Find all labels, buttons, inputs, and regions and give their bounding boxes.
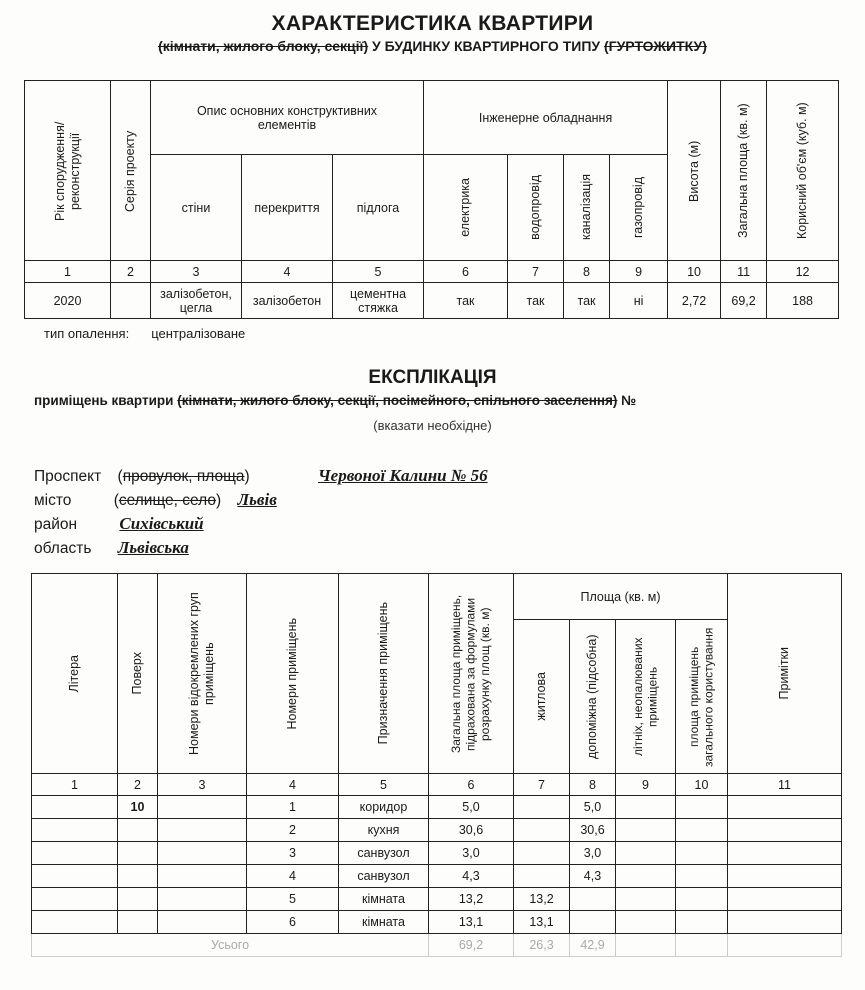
- room-living: [514, 842, 570, 865]
- group-engineering-header: Інженерне обладнання: [424, 81, 668, 155]
- total-aux: 42,9: [570, 934, 616, 957]
- height-value: 2,72: [668, 283, 721, 319]
- col-num: 4: [247, 774, 339, 796]
- total-living: 26,3: [514, 934, 570, 957]
- street-value: Червоної Калини № 56: [317, 466, 488, 485]
- col-groups-header: Номери відокремлених груп приміщень: [158, 574, 247, 774]
- rooms-table: [31, 573, 842, 957]
- total-total: 69,2: [429, 934, 514, 957]
- total-label: Усього: [32, 934, 429, 957]
- room-total: 13,1: [429, 911, 514, 934]
- address-district-line: [34, 514, 204, 534]
- volume-value: 188: [767, 283, 839, 319]
- col-num: 3: [151, 261, 242, 283]
- address-avenue-line: Проспект (провулок, площа) Червоної Калини № 56: [34, 466, 488, 485]
- col-electric-header: електрика: [424, 155, 508, 261]
- col-num: 7: [514, 774, 570, 796]
- room-number: 4: [247, 865, 339, 888]
- explication-title: ЕКСПЛІКАЦІЯ: [368, 367, 497, 388]
- column-number-row: [25, 261, 839, 283]
- col-num: 5: [333, 261, 424, 283]
- series-value: [111, 283, 151, 319]
- col-gas-header: газопровід: [610, 155, 668, 261]
- subtitle-struck-part: (кімнати, жилого блоку, секції): [158, 38, 369, 54]
- explication-hint: (вказати необхідне): [373, 418, 492, 433]
- col-num: 11: [721, 261, 767, 283]
- gas-value: ні: [610, 283, 668, 319]
- avenue-label: Проспект: [34, 468, 102, 485]
- col-floor-header: Поверх: [118, 574, 158, 774]
- col-purpose-header: Призначення приміщень: [339, 574, 429, 774]
- col-num: 7: [508, 261, 564, 283]
- room-aux: 4,3: [570, 865, 616, 888]
- col-num: 10: [676, 774, 728, 796]
- col-num: 9: [616, 774, 676, 796]
- col-num: 2: [118, 774, 158, 796]
- table-row: [32, 842, 842, 865]
- floor-number: 10: [118, 796, 158, 819]
- col-summer-header: літніх, неопалюваних приміщень: [616, 620, 676, 774]
- room-total: 5,0: [429, 796, 514, 819]
- room-number: 2: [247, 819, 339, 842]
- district-label: район: [34, 516, 78, 533]
- explication-subtitle-no: №: [617, 393, 637, 408]
- room-aux: [570, 888, 616, 911]
- col-num: 12: [767, 261, 839, 283]
- walls-value: залізобетон, цегла: [151, 283, 242, 319]
- total-area-value: 69,2: [721, 283, 767, 319]
- city-label: місто: [34, 492, 72, 509]
- room-number: 6: [247, 911, 339, 934]
- district-value: Сихівський: [119, 514, 204, 533]
- col-total-header: Загальна площа приміщень, підрахована за формулами розрахунку площ (кв. м): [429, 574, 514, 774]
- col-num: 6: [424, 261, 508, 283]
- address-region-line: [34, 538, 189, 558]
- address-city-line: місто (селище, село) Львів: [34, 490, 277, 509]
- room-total: 30,6: [429, 819, 514, 842]
- col-num: 11: [728, 774, 842, 796]
- explication-subtitle-struck: (кімнати, жилого блоку, секції, посімейного, спільного заселення): [177, 393, 618, 408]
- col-num: 8: [570, 774, 616, 796]
- col-water-header: водопровід: [508, 155, 564, 261]
- col-volume-header: Корисний об'єм (куб. м): [767, 81, 839, 261]
- table-row: [32, 819, 842, 842]
- col-num: 10: [668, 261, 721, 283]
- room-aux: 5,0: [570, 796, 616, 819]
- room-total: 3,0: [429, 842, 514, 865]
- col-series-header: Серія проекту: [111, 81, 151, 261]
- col-year-header: Рік спорудження/ реконструкції: [25, 81, 111, 261]
- avenue-struck: провулок, площа: [122, 468, 245, 485]
- heating-type: [44, 326, 245, 341]
- room-purpose: кімната: [339, 888, 429, 911]
- room-number: 3: [247, 842, 339, 865]
- heating-label: тип опалення:: [44, 326, 130, 341]
- total-row: [32, 934, 842, 957]
- col-height-header: Висота (м): [668, 81, 721, 261]
- col-num: 1: [32, 774, 118, 796]
- electric-value: так: [424, 283, 508, 319]
- room-purpose: коридор: [339, 796, 429, 819]
- subtitle-struck-part-2: (ГУРТОЖИТКУ): [603, 38, 707, 54]
- table-row: [32, 796, 842, 819]
- col-num: 8: [564, 261, 610, 283]
- room-purpose: санвузол: [339, 865, 429, 888]
- col-aux-header: допоміжна (підсобна): [570, 620, 616, 774]
- document-title: ХАРАКТЕРИСТИКА КВАРТИРИ: [271, 12, 594, 35]
- col-num: 9: [610, 261, 668, 283]
- col-num: 6: [429, 774, 514, 796]
- col-num: 4: [242, 261, 333, 283]
- group-construct-header: Опис основних конструктивних елементів: [151, 81, 424, 155]
- room-aux: [570, 911, 616, 934]
- room-purpose: кухня: [339, 819, 429, 842]
- col-num: 3: [158, 774, 247, 796]
- col-walls-header: стіни: [151, 155, 242, 261]
- room-living: [514, 796, 570, 819]
- rooms-column-number-row: [32, 774, 842, 796]
- col-sewer-header: каналізація: [564, 155, 610, 261]
- city-struck: селище, село: [118, 492, 216, 509]
- floor-value: цементна стяжка: [333, 283, 424, 319]
- document-subtitle: [0, 38, 865, 54]
- room-living: 13,2: [514, 888, 570, 911]
- heating-value: централізоване: [151, 326, 246, 341]
- col-total-area-header: Загальна площа (кв. м): [721, 81, 767, 261]
- characteristics-table: [24, 80, 839, 319]
- room-aux: 3,0: [570, 842, 616, 865]
- col-num: 1: [25, 261, 111, 283]
- room-aux: 30,6: [570, 819, 616, 842]
- col-floor-header: підлога: [333, 155, 424, 261]
- col-floors-header: перекриття: [242, 155, 333, 261]
- characteristics-data-row: [25, 283, 839, 319]
- year-value: 2020: [25, 283, 111, 319]
- explication-subtitle: [34, 393, 636, 408]
- room-living: [514, 865, 570, 888]
- col-notes-header: Примітки: [728, 574, 842, 774]
- col-litera-header: Літера: [32, 574, 118, 774]
- water-value: так: [508, 283, 564, 319]
- col-num: 5: [339, 774, 429, 796]
- table-row: [32, 888, 842, 911]
- subtitle-middle-part: У БУДИНКУ КВАРТИРНОГО ТИПУ: [368, 38, 604, 54]
- table-row: [32, 865, 842, 888]
- room-living: 13,1: [514, 911, 570, 934]
- city-value: Львів: [237, 490, 277, 509]
- room-number: 5: [247, 888, 339, 911]
- group-area-header: Площа (кв. м): [514, 574, 728, 620]
- col-num: 2: [111, 261, 151, 283]
- room-living: [514, 819, 570, 842]
- room-purpose: кімната: [339, 911, 429, 934]
- col-numbers-header: Номери приміщень: [247, 574, 339, 774]
- room-total: 13,2: [429, 888, 514, 911]
- sewer-value: так: [564, 283, 610, 319]
- region-value: Львівська: [117, 538, 189, 557]
- explication-subtitle-a: приміщень квартири: [34, 393, 178, 408]
- table-row: [32, 911, 842, 934]
- col-living-header: житлова: [514, 620, 570, 774]
- room-total: 4,3: [429, 865, 514, 888]
- region-label: область: [34, 540, 92, 557]
- room-purpose: санвузол: [339, 842, 429, 865]
- floors-value: залізобетон: [242, 283, 333, 319]
- col-common-header: площа приміщень загального користування: [676, 620, 728, 774]
- room-number: 1: [247, 796, 339, 819]
